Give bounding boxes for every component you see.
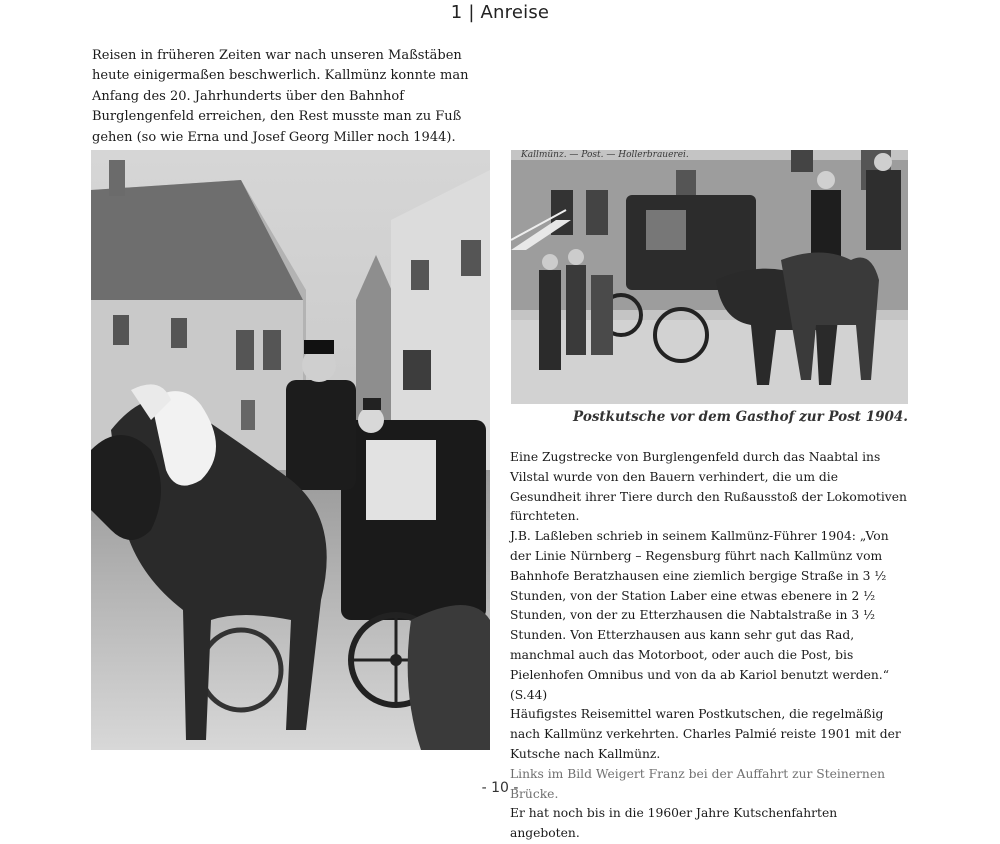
photo-postcard-stagecoach <box>511 150 908 404</box>
body-paragraph-4: Links im Bild Weigert Franz bei der Auffahrt zur Steinernen Brücke. <box>510 766 886 801</box>
horse-carriage-illustration <box>91 150 490 750</box>
postcard-header-text: Kallmünz. — Post. — Hollerbrauerei. <box>521 150 689 160</box>
photo-horse-carriage <box>91 150 490 750</box>
chapter-number: 1 <box>450 2 463 23</box>
body-paragraph-1: Eine Zugstrecke von Burglengenfeld durch das Naabtal ins Vilstal wurde von den Bauern verhindert, die um die Gesundheit ihrer Tiere durch den Rußausstoß der Lokomotiven fürchteten. <box>510 450 907 524</box>
body-paragraph-3: Häufigstes Reisemittel waren Postkutschen, die regelmäßig nach Kallmünz verkehrten. Charles Palmié reiste 1901 mit der Kutsche nach Kallmünz. <box>510 707 901 761</box>
intro-paragraph: Reisen in früheren Zeiten war nach unseren Maßstäben heute einigermaßen beschwerlich. Kallmünz konnte man Anfang des 20. Jahrhunderts über den Bahnhof Burglengenfeld erreichen, den Rest musste man zu Fuß gehen (so wie Erna und Josef Georg Miller noch 1944). <box>92 48 469 145</box>
chapter-title: Anreise <box>480 2 550 23</box>
chapter-header <box>0 2 1000 23</box>
body-paragraph-2: J.B. Laßleben schrieb in seinem Kallmünz-Führer 1904: „Von der Linie Nürnberg – Regensburg führt nach Kallmünz vom Bahnhofe Beratzhausen eine ziemlich bergige Straße in 3 ½ Stunden, von der Station Laber eine etwas ebenere in 2 ½ Stunden, von der zu Etterzhausen die Nabtalstraße in 3 ½ Stunden. Von Etterzhausen aus kann sehr gut das Rad, manchmal auch das Motorboot, oder auch die Post, bis Pielenhofen Omnibus und von da ab Kariol benutzt werden.“ (S.44) <box>510 529 889 702</box>
stagecoach-illustration <box>511 150 908 404</box>
chapter-separator: | <box>468 2 475 23</box>
page-number: - 10 - <box>481 780 519 796</box>
body-paragraph-5: Er hat noch bis in die 1960er Jahre Kutschenfahrten angeboten. <box>510 806 838 841</box>
photo-caption: Postkutsche vor dem Gasthof zur Post 1904. <box>573 409 908 425</box>
